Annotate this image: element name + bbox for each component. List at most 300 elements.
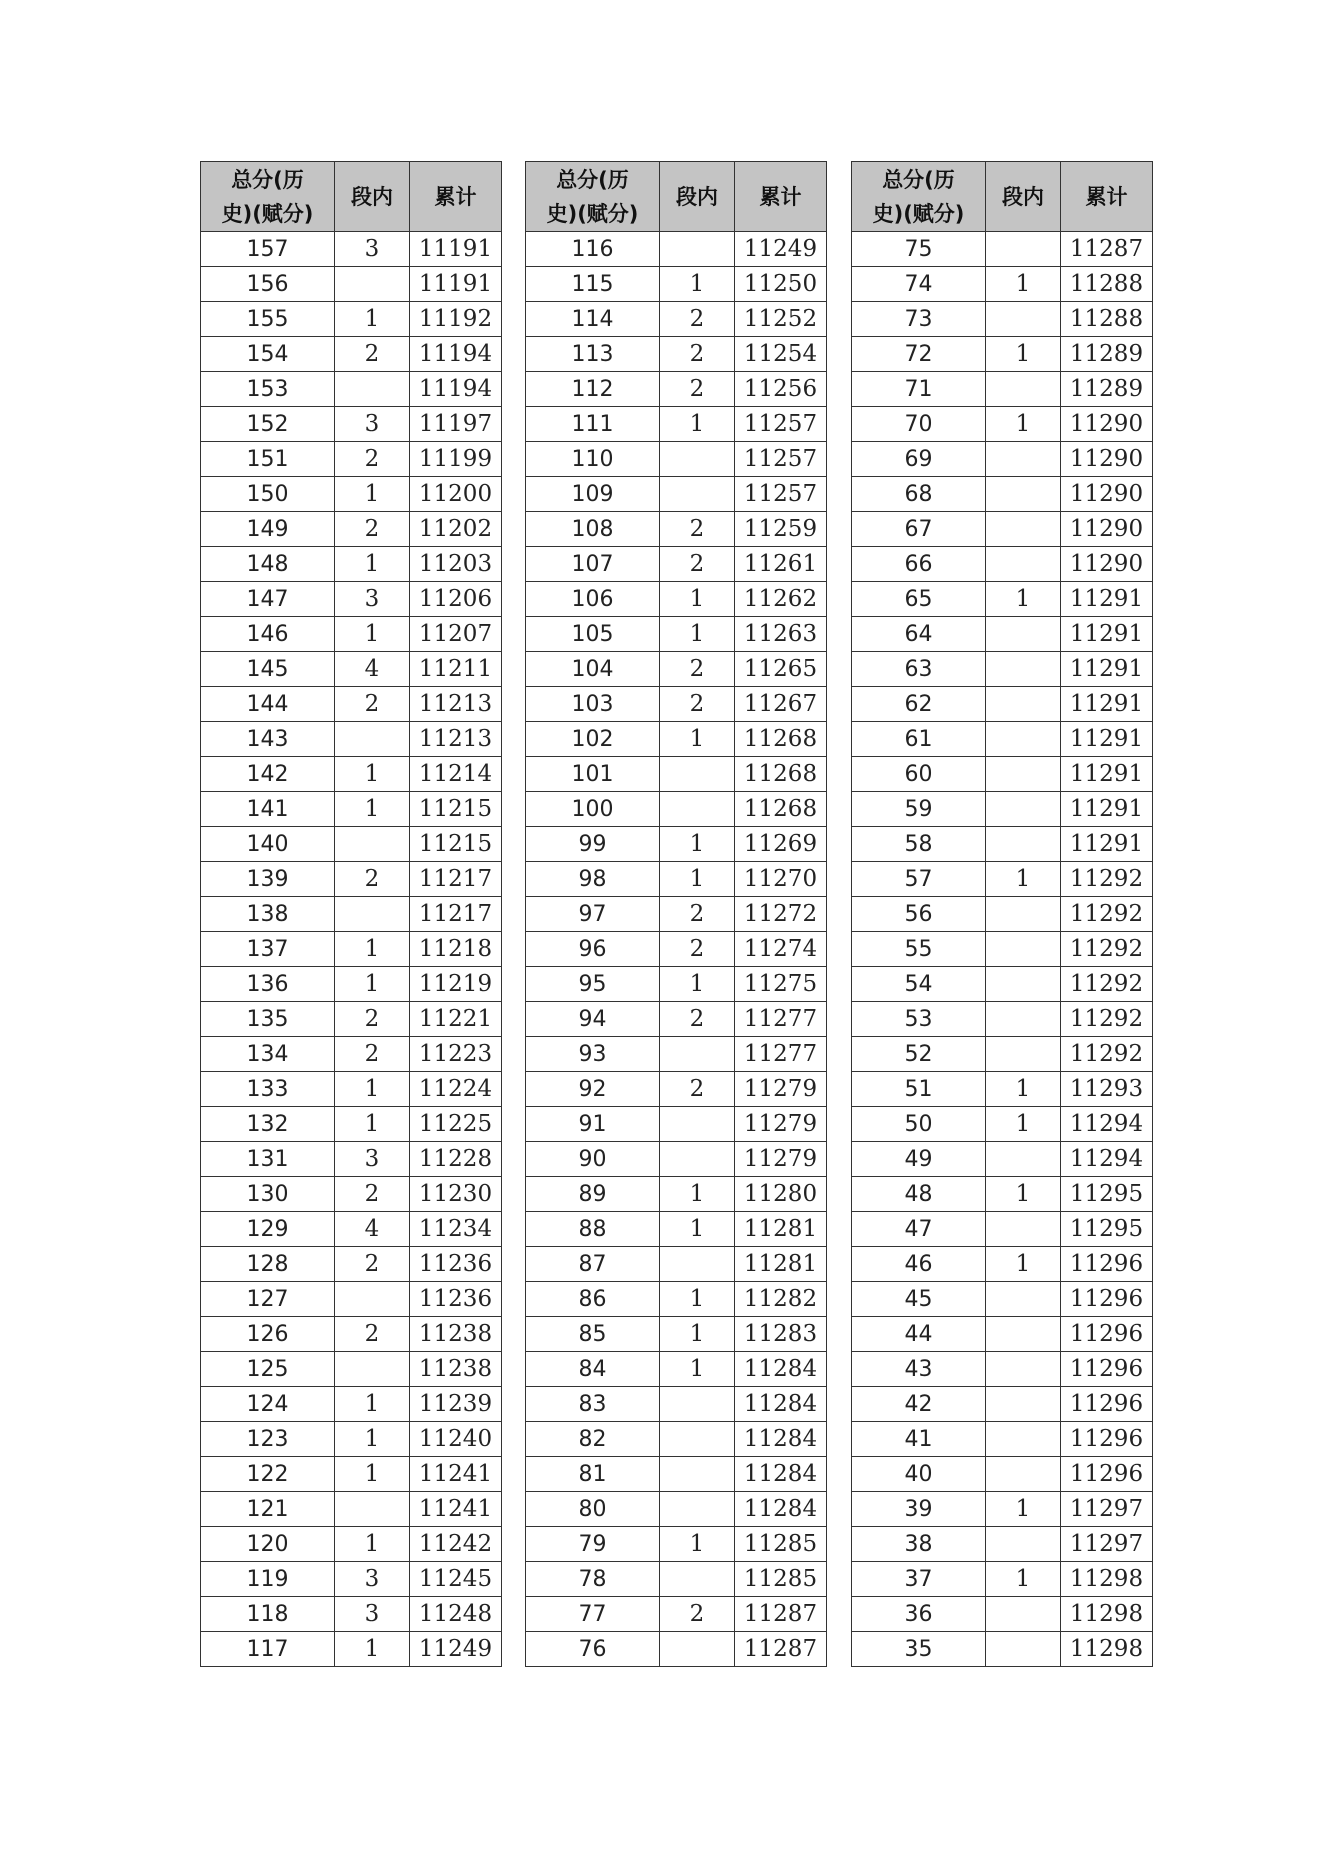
cum-cell: 11285: [735, 1562, 827, 1597]
score-cell: 117: [201, 1632, 335, 1667]
table-row: [526, 547, 827, 582]
table-row: [526, 1387, 827, 1422]
cum-cell: 11291: [1061, 652, 1153, 687]
table-row: [201, 932, 502, 967]
score-cell: 82: [526, 1422, 660, 1457]
score-cell: 122: [201, 1457, 335, 1492]
score-cell: 44: [852, 1317, 986, 1352]
table-row: [526, 582, 827, 617]
table-row: [526, 617, 827, 652]
count-cell: 1: [335, 757, 410, 792]
cum-cell: 11263: [735, 617, 827, 652]
cum-cell: 11291: [1061, 687, 1153, 722]
table-row: [526, 302, 827, 337]
cum-cell: 11289: [1061, 337, 1153, 372]
count-cell: [660, 1457, 735, 1492]
table-row: [201, 442, 502, 477]
score-cell: 149: [201, 512, 335, 547]
count-cell: 1: [986, 1107, 1061, 1142]
count-cell: 1: [986, 1072, 1061, 1107]
score-cell: 72: [852, 337, 986, 372]
header-in-segment: 段内: [335, 162, 410, 232]
cum-cell: 11288: [1061, 302, 1153, 337]
header-row: [201, 162, 502, 232]
cum-cell: 11215: [410, 827, 502, 862]
cum-cell: 11236: [410, 1247, 502, 1282]
table-row: [852, 547, 1153, 582]
table-row: [201, 477, 502, 512]
count-cell: [335, 722, 410, 757]
header-total-line1: 总分(历: [556, 167, 629, 192]
count-cell: 1: [335, 1422, 410, 1457]
table-row: [526, 1317, 827, 1352]
count-cell: [660, 1247, 735, 1282]
score-cell: 148: [201, 547, 335, 582]
cum-cell: 11242: [410, 1527, 502, 1562]
cum-cell: 11284: [735, 1422, 827, 1457]
score-cell: 58: [852, 827, 986, 862]
score-cell: 48: [852, 1177, 986, 1212]
cum-cell: 11262: [735, 582, 827, 617]
cum-cell: 11297: [1061, 1492, 1153, 1527]
cum-cell: 11288: [1061, 267, 1153, 302]
table-row: [201, 1422, 502, 1457]
table-row: [526, 1282, 827, 1317]
count-cell: [986, 1317, 1061, 1352]
score-cell: 49: [852, 1142, 986, 1177]
table-row: [201, 547, 502, 582]
count-cell: 2: [335, 442, 410, 477]
table-row: [201, 1527, 502, 1562]
score-cell: 83: [526, 1387, 660, 1422]
count-cell: 2: [660, 932, 735, 967]
count-cell: 4: [335, 652, 410, 687]
score-cell: 56: [852, 897, 986, 932]
score-cell: 51: [852, 1072, 986, 1107]
table-row: [526, 1107, 827, 1142]
table-row: [526, 1492, 827, 1527]
count-cell: [335, 1352, 410, 1387]
table-row: [526, 862, 827, 897]
score-cell: 155: [201, 302, 335, 337]
count-cell: 2: [660, 897, 735, 932]
cum-cell: 11274: [735, 932, 827, 967]
count-cell: [335, 897, 410, 932]
score-cell: 151: [201, 442, 335, 477]
score-cell: 112: [526, 372, 660, 407]
table-row: [201, 827, 502, 862]
score-cell: 38: [852, 1527, 986, 1562]
count-cell: 1: [986, 1177, 1061, 1212]
table-row: [852, 1527, 1153, 1562]
table-row: [852, 897, 1153, 932]
score-cell: 40: [852, 1457, 986, 1492]
count-cell: 1: [660, 967, 735, 1002]
count-cell: [986, 512, 1061, 547]
table-row: [526, 407, 827, 442]
cum-cell: 11197: [410, 407, 502, 442]
score-cell: 78: [526, 1562, 660, 1597]
score-cell: 105: [526, 617, 660, 652]
score-cell: 81: [526, 1457, 660, 1492]
score-cell: 145: [201, 652, 335, 687]
score-cell: 144: [201, 687, 335, 722]
table-row: [201, 1212, 502, 1247]
table-row: [201, 1457, 502, 1492]
count-cell: [986, 477, 1061, 512]
table-row: [526, 897, 827, 932]
score-cell: 129: [201, 1212, 335, 1247]
cum-cell: 11296: [1061, 1457, 1153, 1492]
score-cell: 64: [852, 617, 986, 652]
score-cell: 134: [201, 1037, 335, 1072]
cum-cell: 11279: [735, 1072, 827, 1107]
table-row: [201, 967, 502, 1002]
count-cell: 2: [335, 687, 410, 722]
cum-cell: 11218: [410, 932, 502, 967]
table-row: [852, 372, 1153, 407]
score-cell: 75: [852, 232, 986, 267]
table-row: [526, 442, 827, 477]
score-cell: 106: [526, 582, 660, 617]
cum-cell: 11296: [1061, 1317, 1153, 1352]
table-row: [852, 1177, 1153, 1212]
cum-cell: 11279: [735, 1142, 827, 1177]
count-cell: 1: [335, 302, 410, 337]
count-cell: 1: [986, 582, 1061, 617]
cum-cell: 11256: [735, 372, 827, 407]
cum-cell: 11236: [410, 1282, 502, 1317]
score-cell: 76: [526, 1632, 660, 1667]
count-cell: 2: [660, 1002, 735, 1037]
cum-cell: 11291: [1061, 757, 1153, 792]
score-cell: 63: [852, 652, 986, 687]
score-cell: 138: [201, 897, 335, 932]
cum-cell: 11269: [735, 827, 827, 862]
score-cell: 91: [526, 1107, 660, 1142]
cum-cell: 11223: [410, 1037, 502, 1072]
score-cell: 111: [526, 407, 660, 442]
count-cell: 1: [335, 1632, 410, 1667]
count-cell: [660, 757, 735, 792]
count-cell: 2: [335, 1037, 410, 1072]
cum-cell: 11214: [410, 757, 502, 792]
count-cell: [986, 1457, 1061, 1492]
table-row: [852, 757, 1153, 792]
score-cell: 97: [526, 897, 660, 932]
cum-cell: 11280: [735, 1177, 827, 1212]
score-cell: 137: [201, 932, 335, 967]
count-cell: [660, 1632, 735, 1667]
table-row: [852, 862, 1153, 897]
table-row: [852, 442, 1153, 477]
count-cell: 1: [660, 582, 735, 617]
cum-cell: 11191: [410, 232, 502, 267]
cum-cell: 11298: [1061, 1632, 1153, 1667]
table-row: [852, 407, 1153, 442]
count-cell: [986, 1282, 1061, 1317]
header-in-segment: 段内: [986, 162, 1061, 232]
table-row: [526, 1177, 827, 1212]
score-table-2: [525, 161, 827, 1667]
score-cell: 67: [852, 512, 986, 547]
count-cell: 1: [335, 1072, 410, 1107]
score-cell: 71: [852, 372, 986, 407]
table-row: [201, 407, 502, 442]
table-row: [526, 267, 827, 302]
count-cell: [660, 1492, 735, 1527]
cum-cell: 11290: [1061, 477, 1153, 512]
count-cell: [986, 232, 1061, 267]
score-cell: 133: [201, 1072, 335, 1107]
count-cell: 2: [660, 1597, 735, 1632]
count-cell: 1: [335, 1107, 410, 1142]
table-row: [201, 862, 502, 897]
cum-cell: 11194: [410, 337, 502, 372]
count-cell: [335, 267, 410, 302]
table-row: [201, 1632, 502, 1667]
cum-cell: 11296: [1061, 1387, 1153, 1422]
cum-cell: 11191: [410, 267, 502, 302]
table-row: [201, 1177, 502, 1212]
cum-cell: 11240: [410, 1422, 502, 1457]
table-row: [526, 1632, 827, 1667]
count-cell: 1: [660, 267, 735, 302]
count-cell: [986, 687, 1061, 722]
count-cell: 1: [660, 1282, 735, 1317]
cum-cell: 11257: [735, 477, 827, 512]
cum-cell: 11281: [735, 1212, 827, 1247]
cum-cell: 11291: [1061, 792, 1153, 827]
score-cell: 98: [526, 862, 660, 897]
score-cell: 59: [852, 792, 986, 827]
score-cell: 125: [201, 1352, 335, 1387]
table-row: [526, 372, 827, 407]
table-row: [852, 512, 1153, 547]
score-cell: 53: [852, 1002, 986, 1037]
table-row: [201, 1037, 502, 1072]
table-row: [201, 302, 502, 337]
header-cumulative: 累计: [410, 162, 502, 232]
cum-cell: 11203: [410, 547, 502, 582]
cum-cell: 11265: [735, 652, 827, 687]
count-cell: 1: [335, 477, 410, 512]
table-row: [201, 1317, 502, 1352]
cum-cell: 11225: [410, 1107, 502, 1142]
cum-cell: 11213: [410, 687, 502, 722]
cum-cell: 11294: [1061, 1107, 1153, 1142]
table-row: [526, 1212, 827, 1247]
score-cell: 143: [201, 722, 335, 757]
table-row: [852, 1632, 1153, 1667]
cum-cell: 11200: [410, 477, 502, 512]
table-row: [852, 1247, 1153, 1282]
cum-cell: 11239: [410, 1387, 502, 1422]
score-cell: 139: [201, 862, 335, 897]
table-row: [526, 232, 827, 267]
count-cell: 1: [335, 932, 410, 967]
cum-cell: 11292: [1061, 1037, 1153, 1072]
cum-cell: 11292: [1061, 932, 1153, 967]
score-table-1: [200, 161, 502, 1667]
table-row: [201, 687, 502, 722]
score-cell: 132: [201, 1107, 335, 1142]
count-cell: [335, 1492, 410, 1527]
cum-cell: 11194: [410, 372, 502, 407]
header-total-line2: 史)(赋分): [546, 201, 639, 226]
count-cell: 1: [986, 862, 1061, 897]
cum-cell: 11192: [410, 302, 502, 337]
table-row: [201, 582, 502, 617]
table-row: [201, 1492, 502, 1527]
cum-cell: 11292: [1061, 897, 1153, 932]
cum-cell: 11250: [735, 267, 827, 302]
cum-cell: 11224: [410, 1072, 502, 1107]
score-cell: 128: [201, 1247, 335, 1282]
count-cell: 1: [986, 1247, 1061, 1282]
score-cell: 52: [852, 1037, 986, 1072]
cum-cell: 11293: [1061, 1072, 1153, 1107]
table-row: [852, 1072, 1153, 1107]
score-cell: 70: [852, 407, 986, 442]
score-cell: 57: [852, 862, 986, 897]
score-cell: 80: [526, 1492, 660, 1527]
cum-cell: 11292: [1061, 967, 1153, 1002]
count-cell: [986, 792, 1061, 827]
count-cell: 1: [660, 1352, 735, 1387]
cum-cell: 11207: [410, 617, 502, 652]
score-cell: 86: [526, 1282, 660, 1317]
count-cell: 3: [335, 582, 410, 617]
cum-cell: 11290: [1061, 512, 1153, 547]
score-cell: 90: [526, 1142, 660, 1177]
score-cell: 147: [201, 582, 335, 617]
count-cell: 1: [660, 827, 735, 862]
table-row: [201, 337, 502, 372]
score-cell: 69: [852, 442, 986, 477]
table-row: [852, 687, 1153, 722]
count-cell: [986, 722, 1061, 757]
cum-cell: 11268: [735, 722, 827, 757]
header-row: [852, 162, 1153, 232]
score-cell: 156: [201, 267, 335, 302]
table-row: [201, 1282, 502, 1317]
cum-cell: 11215: [410, 792, 502, 827]
table-row: [201, 267, 502, 302]
score-cell: 79: [526, 1527, 660, 1562]
count-cell: [986, 372, 1061, 407]
count-cell: 2: [660, 687, 735, 722]
table-row: [526, 512, 827, 547]
table-row: [201, 1142, 502, 1177]
score-cell: 123: [201, 1422, 335, 1457]
count-cell: [986, 932, 1061, 967]
score-cell: 89: [526, 1177, 660, 1212]
count-cell: 2: [660, 512, 735, 547]
count-cell: [986, 1002, 1061, 1037]
cum-cell: 11261: [735, 547, 827, 582]
cum-cell: 11213: [410, 722, 502, 757]
count-cell: 3: [335, 1597, 410, 1632]
count-cell: 1: [660, 1212, 735, 1247]
cum-cell: 11238: [410, 1352, 502, 1387]
cum-cell: 11241: [410, 1492, 502, 1527]
score-cell: 100: [526, 792, 660, 827]
table-row: [526, 687, 827, 722]
cum-cell: 11281: [735, 1247, 827, 1282]
count-cell: [986, 1387, 1061, 1422]
table-row: [526, 1037, 827, 1072]
count-cell: 1: [660, 617, 735, 652]
cum-cell: 11296: [1061, 1247, 1153, 1282]
table-row: [852, 1037, 1153, 1072]
count-cell: [986, 652, 1061, 687]
table-row: [201, 1352, 502, 1387]
count-cell: [986, 1527, 1061, 1562]
score-cell: 114: [526, 302, 660, 337]
score-cell: 101: [526, 757, 660, 792]
table-row: [201, 232, 502, 267]
cum-cell: 11287: [1061, 232, 1153, 267]
cum-cell: 11206: [410, 582, 502, 617]
cum-cell: 11217: [410, 862, 502, 897]
score-cell: 47: [852, 1212, 986, 1247]
score-cell: 96: [526, 932, 660, 967]
table-row: [201, 1107, 502, 1142]
count-cell: 2: [335, 337, 410, 372]
count-cell: 1: [660, 1527, 735, 1562]
count-cell: 1: [660, 407, 735, 442]
score-cell: 136: [201, 967, 335, 1002]
table-row: [526, 1457, 827, 1492]
count-cell: 1: [335, 1387, 410, 1422]
count-cell: [660, 477, 735, 512]
cum-cell: 11283: [735, 1317, 827, 1352]
table-row: [201, 757, 502, 792]
count-cell: [660, 1037, 735, 1072]
cum-cell: 11291: [1061, 617, 1153, 652]
count-cell: 1: [660, 1317, 735, 1352]
table-row: [526, 967, 827, 1002]
count-cell: 2: [660, 1072, 735, 1107]
cum-cell: 11275: [735, 967, 827, 1002]
score-table-3: [851, 161, 1153, 1667]
count-cell: 2: [660, 337, 735, 372]
cum-cell: 11285: [735, 1527, 827, 1562]
cum-cell: 11294: [1061, 1142, 1153, 1177]
count-cell: 1: [335, 1527, 410, 1562]
count-cell: 2: [335, 862, 410, 897]
count-cell: 1: [660, 1177, 735, 1212]
table-row: [201, 1562, 502, 1597]
score-cell: 120: [201, 1527, 335, 1562]
count-cell: 2: [660, 302, 735, 337]
score-cell: 94: [526, 1002, 660, 1037]
cum-cell: 11228: [410, 1142, 502, 1177]
count-cell: 3: [335, 407, 410, 442]
cum-cell: 11284: [735, 1457, 827, 1492]
score-cell: 84: [526, 1352, 660, 1387]
table-row: [526, 932, 827, 967]
count-cell: [986, 442, 1061, 477]
table-row: [201, 897, 502, 932]
count-cell: [660, 792, 735, 827]
table-row: [526, 1562, 827, 1597]
score-cell: 135: [201, 1002, 335, 1037]
score-cell: 88: [526, 1212, 660, 1247]
cum-cell: 11249: [410, 1632, 502, 1667]
count-cell: 2: [335, 512, 410, 547]
